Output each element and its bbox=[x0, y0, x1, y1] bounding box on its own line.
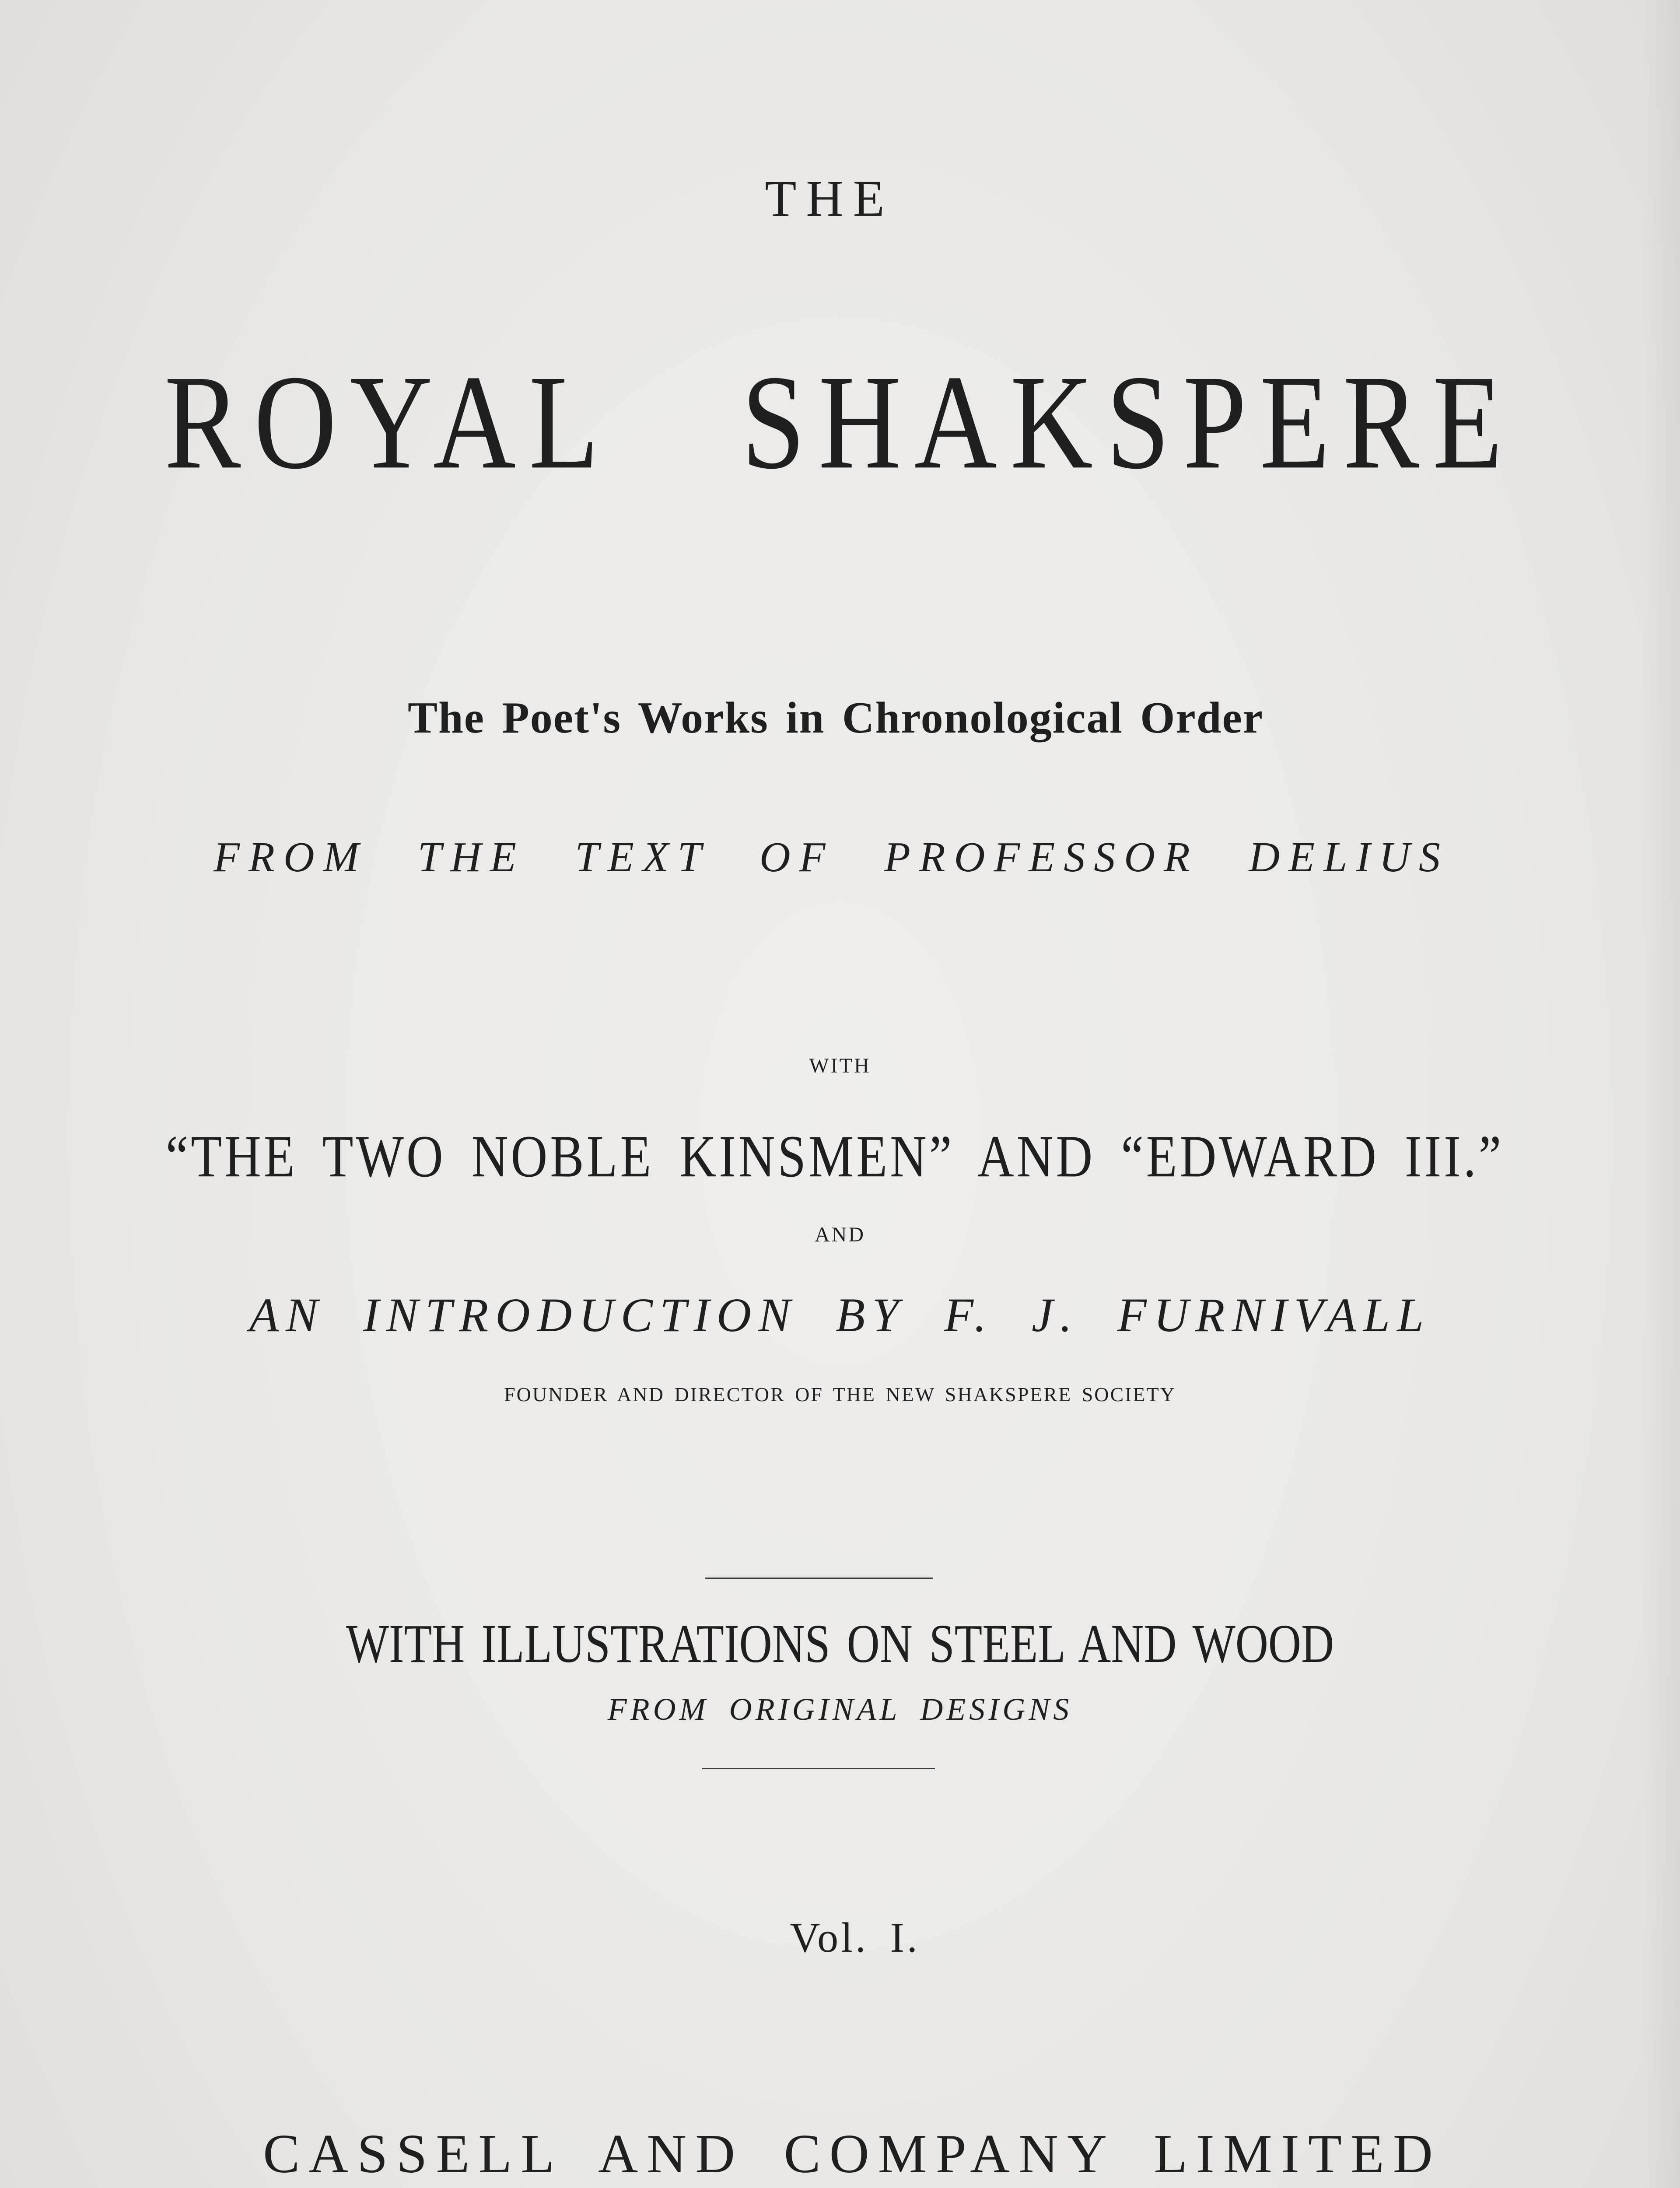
illustrations-line: WITH ILLUSTRATIONS ON STEEL AND WOOD bbox=[346, 1613, 1334, 1674]
heading-the: THE bbox=[765, 170, 894, 227]
introduction-line: AN INTRODUCTION BY F. J. FURNIVALL bbox=[249, 1288, 1431, 1342]
founder-line: FOUNDER AND DIRECTOR OF THE NEW SHAKSPERE SOCIETY bbox=[504, 1383, 1176, 1406]
publisher-name: CASSELL AND COMPANY LIMITED bbox=[263, 2124, 1442, 2184]
volume-label: Vol. I. bbox=[790, 1914, 920, 1961]
with-label: WITH bbox=[809, 1054, 871, 1077]
divider-rule-top bbox=[705, 1578, 933, 1579]
from-text-line: FROM THE TEXT OF PROFESSOR DELIUS bbox=[214, 834, 1449, 881]
main-title: ROYAL SHAKSPERE bbox=[164, 347, 1516, 497]
included-works-line: “THE TWO NOBLE KINSMEN” AND “EDWARD III.” bbox=[165, 1123, 1504, 1190]
divider-rule-bottom bbox=[702, 1768, 935, 1769]
and-label: AND bbox=[815, 1223, 865, 1246]
designs-line: FROM ORIGINAL DESIGNS bbox=[607, 1692, 1073, 1727]
page-edge-shadow bbox=[1641, 0, 1680, 2188]
blackletter-subtitle: The Poet's Works in Chronological Order bbox=[407, 693, 1264, 743]
